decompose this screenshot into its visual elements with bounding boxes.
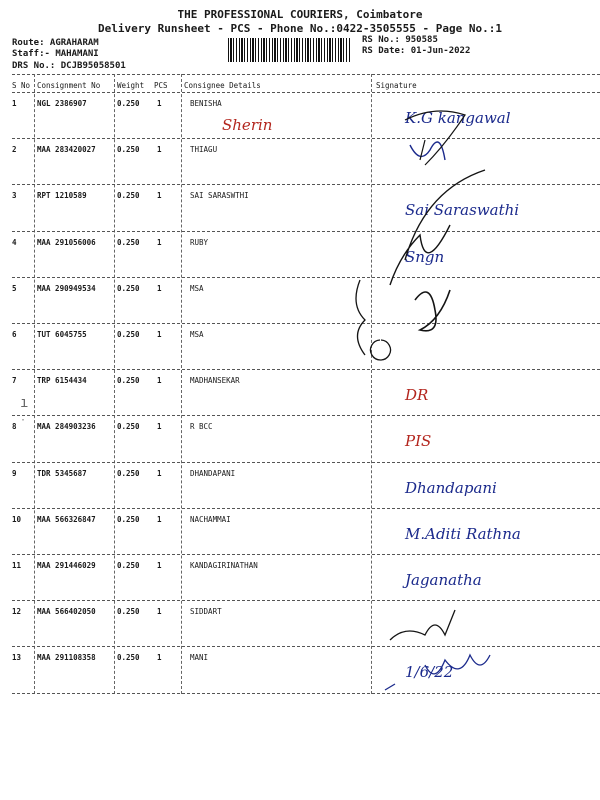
row-signature: Dhandapani bbox=[405, 479, 497, 497]
row-sno: 6 bbox=[12, 330, 17, 339]
row-consignee: MANI bbox=[190, 653, 209, 662]
signature-stroke bbox=[405, 111, 465, 165]
row-pcs: 1 bbox=[157, 376, 162, 385]
col-header-signature: Signature bbox=[376, 81, 417, 90]
signature-stroke bbox=[356, 280, 391, 360]
col-header-weight: Weight bbox=[117, 81, 145, 90]
row-weight: 0.250 bbox=[117, 145, 140, 154]
drs-number: DRS No.: DCJB95058501 bbox=[12, 61, 126, 71]
row-consignment: MAA 290949534 bbox=[37, 284, 96, 293]
rs-number: RS No.: 950585 bbox=[362, 35, 438, 45]
row-consignment: MAA 566402050 bbox=[37, 607, 96, 616]
row-weight: 0.250 bbox=[117, 469, 140, 478]
header-bottom-rule bbox=[12, 92, 600, 93]
row-consignment: TDR 5345687 bbox=[37, 469, 87, 478]
margin-mark: · bbox=[20, 415, 27, 426]
row-sno: 7 bbox=[12, 376, 17, 385]
row-weight: 0.250 bbox=[117, 191, 140, 200]
row-consignee: R BCC bbox=[190, 422, 213, 431]
row-pcs: 1 bbox=[157, 422, 162, 431]
row-signature: K.G kangawal bbox=[405, 109, 511, 127]
row-pcs: 1 bbox=[157, 653, 162, 662]
row-weight: 0.250 bbox=[117, 376, 140, 385]
row-sno: 13 bbox=[12, 653, 22, 662]
route-label: Route: AGRAHARAM bbox=[12, 38, 99, 48]
column-divider bbox=[114, 74, 115, 694]
row-consignment: TRP 6154434 bbox=[37, 376, 87, 385]
col-header-consignment: Consignment No bbox=[37, 81, 101, 90]
row-weight: 0.250 bbox=[117, 422, 140, 431]
col-header-consignee: Consignee Details bbox=[184, 81, 261, 90]
row-sno: 12 bbox=[12, 607, 22, 616]
row-sno: 11 bbox=[12, 561, 22, 570]
rs-date: RS Date: 01-Jun-2022 bbox=[362, 46, 471, 56]
signature-stroke bbox=[410, 142, 445, 160]
row-pcs: 1 bbox=[157, 607, 162, 616]
row-note: Sherin bbox=[222, 116, 273, 134]
row-pcs: 1 bbox=[157, 515, 162, 524]
row-sno: 10 bbox=[12, 515, 22, 524]
signature-stroke bbox=[415, 290, 450, 331]
row-consignee: MADHANSEKAR bbox=[190, 376, 240, 385]
row-sno: 1 bbox=[12, 99, 17, 108]
signature-stroke bbox=[390, 170, 485, 285]
row-consignee: MSA bbox=[190, 330, 204, 339]
row-sno: 2 bbox=[12, 145, 17, 154]
row-consignment: RPT 1210589 bbox=[37, 191, 87, 200]
column-divider bbox=[34, 74, 35, 694]
row-consignment: TUT 6045755 bbox=[37, 330, 87, 339]
row-consignment: MAA 566326847 bbox=[37, 515, 96, 524]
row-signature: Sngn bbox=[405, 248, 445, 266]
row-pcs: 1 bbox=[157, 561, 162, 570]
row-weight: 0.250 bbox=[117, 330, 140, 339]
row-consignee: THIAGU bbox=[190, 145, 218, 154]
row-sno: 8 bbox=[12, 422, 17, 431]
row-consignee: SAI SARASWTHI bbox=[190, 191, 249, 200]
column-divider bbox=[181, 74, 182, 694]
row-signature: Sai Saraswathi bbox=[405, 201, 520, 219]
row-pcs: 1 bbox=[157, 99, 162, 108]
row-weight: 0.250 bbox=[117, 561, 140, 570]
row-pcs: 1 bbox=[157, 330, 162, 339]
row-consignment: MAA 291056006 bbox=[37, 238, 96, 247]
signature-stroke bbox=[390, 610, 455, 640]
row-pcs: 1 bbox=[157, 191, 162, 200]
row-consignment: MAA 291108358 bbox=[37, 653, 96, 662]
row-consignee: NACHAMMAI bbox=[190, 515, 231, 524]
row-signature: PIS bbox=[405, 432, 432, 450]
row-sno: 3 bbox=[12, 191, 17, 200]
row-consignment: MAA 284903236 bbox=[37, 422, 96, 431]
row-signature: Jaganatha bbox=[405, 571, 482, 589]
col-header-sno: S No bbox=[12, 81, 31, 90]
row-consignee: DHANDAPANI bbox=[190, 469, 236, 478]
row-signature: 1/6/22 bbox=[405, 663, 454, 681]
barcode bbox=[228, 38, 350, 62]
row-weight: 0.250 bbox=[117, 515, 140, 524]
signature-ink-layer bbox=[355, 100, 595, 700]
document-subtitle: Delivery Runsheet - PCS - Phone No.:0422-3505555 - Page No.:1 bbox=[98, 22, 502, 35]
staff-label: Staff:- MAHAMANI bbox=[12, 49, 99, 59]
row-weight: 0.250 bbox=[117, 284, 140, 293]
table-top-rule bbox=[12, 74, 600, 75]
row-consignment: MAA 283420027 bbox=[37, 145, 96, 154]
row-pcs: 1 bbox=[157, 238, 162, 247]
margin-mark: ı bbox=[20, 395, 29, 411]
col-header-pcs: PCS bbox=[154, 81, 168, 90]
row-consignee: BENISHA bbox=[190, 99, 222, 108]
row-consignee: SIDDART bbox=[190, 607, 222, 616]
signature-stroke bbox=[385, 655, 490, 690]
document-title: THE PROFESSIONAL COURIERS, Coimbatore bbox=[177, 8, 423, 21]
row-consignee: MSA bbox=[190, 284, 204, 293]
row-pcs: 1 bbox=[157, 145, 162, 154]
row-weight: 0.250 bbox=[117, 99, 140, 108]
row-signature: DR bbox=[405, 386, 429, 404]
row-weight: 0.250 bbox=[117, 607, 140, 616]
row-sno: 4 bbox=[12, 238, 17, 247]
row-weight: 0.250 bbox=[117, 238, 140, 247]
row-signature: M.Aditi Rathna bbox=[405, 525, 521, 543]
row-pcs: 1 bbox=[157, 469, 162, 478]
row-consignee: KANDAGIRINATHAN bbox=[190, 561, 258, 570]
row-sno: 9 bbox=[12, 469, 17, 478]
row-weight: 0.250 bbox=[117, 653, 140, 662]
row-consignment: NGL 2386907 bbox=[37, 99, 87, 108]
row-pcs: 1 bbox=[157, 284, 162, 293]
row-sno: 5 bbox=[12, 284, 17, 293]
row-consignment: MAA 291446029 bbox=[37, 561, 96, 570]
row-consignee: RUBY bbox=[190, 238, 209, 247]
